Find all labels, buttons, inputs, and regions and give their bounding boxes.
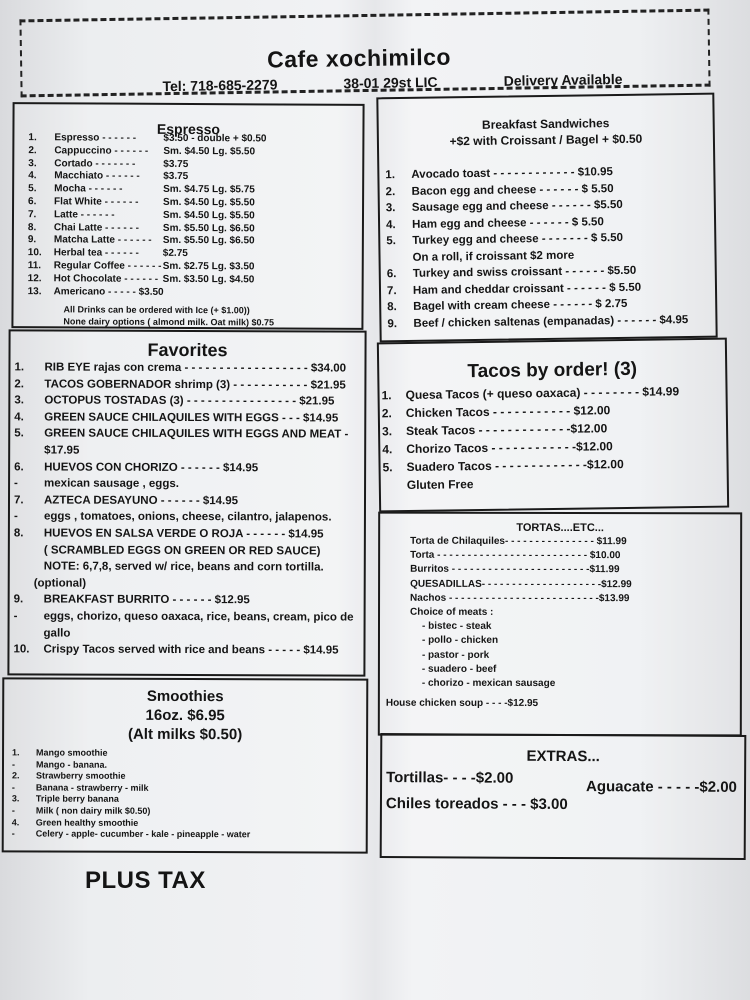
item-text: Cappuccino - - - - - -: [54, 145, 149, 157]
favorites-item: [14, 494, 238, 507]
item-number: 2.: [381, 406, 392, 421]
item-text: Suadero Tacos - - - - - - - - - - - - -$12.00: [406, 457, 624, 475]
item-number: 5.: [382, 460, 393, 475]
item-text: Regular Coffee - - - - - -: [53, 260, 162, 272]
item-text: Quesa Tacos (+ queso oaxaca) - - - - - - - - $14.99: [405, 384, 680, 403]
item-price: Sm. $2.75 Lg. $3.50: [162, 260, 255, 273]
smoothies-price: 16oz. $6.95: [145, 706, 225, 725]
item-number: 8.: [13, 527, 24, 540]
favorites-item: [14, 461, 258, 474]
item-text: Torta - - - - - - - - - - - - - - - - - - - - - - - - - $10.00: [410, 549, 621, 562]
item-number: 7.: [13, 494, 24, 507]
item-text: BREAKFAST BURRITO - - - - - - $12.95: [43, 593, 250, 607]
tacos-section: [377, 338, 729, 513]
item-text: Chai Latte - - - - - -: [53, 221, 139, 234]
item-text: Beef / chicken saltenas (empanadas) - - - - - - $4.95: [413, 313, 689, 330]
breakfast-title: Breakfast Sandwiches: [481, 116, 610, 132]
tortas-item: [422, 621, 492, 632]
item-text: Cortado - - - - - - -: [54, 157, 136, 170]
item-number: 6.: [14, 460, 24, 474]
item-number: 9.: [387, 317, 398, 330]
espresso-note-ice: All Drinks can be ordered with Ice (+ $1.00)): [63, 304, 250, 316]
favorites-item: [14, 527, 324, 540]
item-text: GREEN SAUCE CHILAQUILES WITH EGGS AND MEAT -: [44, 427, 349, 441]
espresso-list: [15, 104, 363, 298]
item-price: Sm. $4.75 Lg. $5.75: [163, 184, 255, 196]
tortas-item: [410, 578, 632, 589]
smoothie-item: [12, 805, 151, 815]
breakfast-item: [387, 314, 688, 330]
smoothie-item: [12, 771, 126, 781]
item-number: 4.: [11, 816, 20, 828]
item-text: - pollo - chicken: [421, 635, 499, 647]
breakfast-item: [387, 298, 627, 313]
item-number: -: [11, 782, 15, 793]
espresso-item: [28, 157, 189, 170]
item-text: Torta de Chilaquiles- - - - - - - - - - - - - - - $11.99: [410, 535, 627, 548]
smoothie-item: [12, 759, 107, 769]
item-text: On a roll, if croissant $2 more: [412, 249, 575, 264]
taco-item: [382, 403, 611, 420]
breakfast-item: [386, 216, 604, 231]
item-text: Avocado toast - - - - - - - - - - - - $10.95: [411, 166, 613, 181]
tortas-item: [410, 536, 627, 547]
espresso-item: [27, 234, 255, 247]
item-text: Flat White - - - - - -: [54, 196, 139, 208]
favorites-item: [14, 378, 345, 391]
smoothie-item: [12, 794, 119, 804]
breakfast-item: [386, 199, 623, 214]
favorites-item: [14, 428, 348, 441]
item-text: Banana - strawberry - milk: [35, 782, 149, 793]
espresso-section: [11, 102, 364, 330]
extras-aguacate: Aguacate - - - - -$2.00: [586, 778, 737, 796]
item-text: AZTECA DESAYUNO - - - - - - $14.95: [43, 494, 239, 507]
breakfast-item: [386, 183, 614, 198]
tortas-item: [422, 649, 489, 660]
smoothie-item: [12, 829, 251, 840]
favorites-item: [14, 544, 321, 557]
item-number: 7.: [27, 208, 37, 221]
tortas-item: [410, 607, 493, 618]
item-number: 4.: [382, 442, 393, 457]
item-text: Chorizo Tacos - - - - - - - - - - - -$12.00: [406, 439, 613, 457]
breakfast-item: [386, 249, 574, 264]
breakfast-item: [387, 265, 637, 280]
espresso-item: [28, 196, 255, 209]
item-text: mexican sausage , eggs.: [44, 477, 179, 491]
item-text: OCTOPUS TOSTADAS (3) - - - - - - - - - - - - - - - - $21.95: [44, 394, 335, 408]
item-number: -: [13, 510, 18, 523]
item-text: RIB EYE rajas con crema - - - - - - - - - - - - - - - - - - $34.00: [44, 361, 347, 375]
favorites-item: [14, 361, 346, 374]
taco-item: [382, 421, 607, 438]
smoothie-item: [12, 782, 149, 792]
item-number: 3.: [381, 424, 393, 439]
favorites-item: [14, 594, 250, 607]
telephone: Tel: 718-685-2279: [162, 76, 278, 95]
item-text: TACOS GOBERNADOR shrimp (3) - - - - - - - - - - - $21.95: [44, 378, 346, 392]
espresso-item: [27, 208, 255, 222]
item-text: ( SCRAMBLED EGGS ON GREEN OR RED SAUCE): [43, 544, 321, 558]
favorites-item: [14, 610, 354, 623]
item-number: 5.: [14, 427, 24, 440]
item-number: 1.: [14, 361, 25, 374]
extras-chiles: Chiles toreados - - - $3.00: [385, 795, 568, 814]
item-number: -: [11, 828, 15, 839]
breakfast-item: [386, 232, 623, 247]
cafe-name: Cafe xochimilco: [266, 43, 452, 73]
smoothies-title: Smoothies: [146, 687, 224, 706]
item-number: 13.: [27, 285, 42, 297]
plus-tax-note: PLUS TAX: [85, 867, 206, 894]
tortas-title: TORTAS....ETC...: [516, 521, 604, 535]
espresso-item: [27, 260, 255, 273]
item-number: 3.: [14, 394, 24, 407]
favorites-item: [14, 478, 179, 491]
item-text: QUESADILLAS- - - - - - - - - - - - - - - - - - - -$12.99: [410, 578, 632, 590]
item-number: -: [14, 477, 18, 490]
item-text: Gluten Free: [406, 477, 474, 493]
espresso-item: [27, 221, 255, 234]
smoothies-section: [2, 677, 369, 853]
item-price: $2.75: [162, 248, 188, 260]
item-number: 7.: [386, 284, 397, 297]
item-number: 4.: [28, 170, 37, 182]
smoothies-alt-milk: (Alt milks $0.50): [127, 725, 243, 744]
taco-item: [382, 457, 623, 474]
item-text: Americano - - - - - $3.50: [53, 285, 164, 298]
favorites-item: [14, 561, 324, 574]
item-number: 8.: [27, 221, 37, 233]
item-text: Burritos - - - - - - - - - - - - - - - - - - - - - - -$11.99: [410, 564, 620, 576]
breakfast-section: [376, 93, 717, 343]
item-text: eggs, chorizo, queso oaxaca, rice, beans, cream, pico de: [43, 610, 354, 624]
house-chicken-soup: House chicken soup - - - -$12.95: [385, 697, 539, 709]
item-text: Turkey egg and cheese - - - - - - - $ 5.50: [412, 231, 624, 247]
favorites-item: [14, 511, 332, 524]
favorites-item: [14, 627, 71, 639]
item-number: 2.: [28, 144, 37, 157]
item-number: 10.: [27, 247, 42, 259]
item-number: 3.: [28, 157, 37, 169]
item-text: Bacon egg and cheese - - - - - - $ 5.50: [411, 182, 614, 198]
item-number: 4.: [14, 411, 24, 424]
item-price: Sm. $5.50 Lg. $6.50: [162, 235, 255, 247]
tortas-item: [410, 550, 620, 561]
item-number: 9.: [27, 234, 37, 246]
item-number: 3.: [385, 202, 396, 215]
item-number: 1.: [381, 388, 392, 403]
item-text: Bagel with cream cheese - - - - - - $ 2.75: [413, 297, 628, 313]
item-text: Mocha - - - - - -: [54, 183, 123, 195]
espresso-item: [27, 272, 255, 286]
taco-item: [382, 439, 613, 456]
item-text: - bistec - steak: [421, 620, 492, 633]
item-price: $3.75: [163, 171, 189, 183]
item-number: 1.: [28, 132, 37, 144]
extras-title: EXTRAS...: [526, 747, 600, 766]
item-text: Matcha Latte - - - - - -: [53, 234, 152, 247]
item-text: GREEN SAUCE CHILAQUILES WITH EGGS - - - $14.95: [44, 411, 339, 425]
item-text: Choice of meats :: [410, 606, 494, 618]
item-text: Chicken Tacos - - - - - - - - - - - $12.00: [405, 403, 611, 421]
item-number: 6.: [386, 268, 397, 281]
espresso-note-dairy: None dairy options ( almond milk. Oat milk) $0.75: [63, 316, 275, 328]
item-text: Triple berry banana: [35, 793, 119, 805]
favorites-item: [14, 411, 338, 424]
item-text: Crispy Tacos served with rice and beans - - - - - $14.95: [43, 643, 339, 657]
item-price: $3.50 - double + $0.50: [163, 132, 267, 145]
item-text: Steak Tacos - - - - - - - - - - - - -$12.00: [405, 421, 608, 439]
item-number: 1.: [12, 747, 20, 758]
item-number: 2.: [385, 185, 396, 198]
tortas-item: [410, 593, 629, 604]
delivery-note: Delivery Available: [503, 70, 623, 89]
item-text: Celery - apple- cucumber - kale - pineapple - water: [35, 828, 251, 840]
item-number: 12.: [27, 272, 42, 285]
item-text: HUEVOS EN SALSA VERDE O ROJA - - - - - - $14.95: [43, 527, 324, 541]
item-text: Sausage egg and cheese - - - - - - $5.50: [411, 198, 623, 214]
item-text: Strawberry smoothie: [35, 770, 126, 781]
header-contact-line: [162, 71, 622, 94]
favorites-item: [14, 444, 79, 456]
item-number: -: [11, 758, 16, 770]
breakfast-item: [385, 166, 613, 181]
espresso-item: [28, 170, 189, 183]
item-number: 5.: [386, 235, 396, 248]
item-price: Sm. $4.50 Lg. $5.50: [163, 196, 255, 209]
espresso-item: [28, 144, 256, 158]
item-text: - pastor - pork: [421, 649, 490, 661]
tortas-section: [378, 512, 742, 737]
item-number: 4.: [386, 218, 396, 231]
favorites-section: [7, 329, 366, 676]
item-text: Turkey and swiss croissant - - - - - - $5.50: [412, 264, 637, 280]
item-number: 1.: [385, 169, 396, 182]
item-text: - chorizo - mexican sausage: [421, 677, 556, 689]
item-number: 10.: [13, 643, 30, 656]
item-number: 3.: [11, 793, 20, 804]
item-text: Hot Chocolate - - - - - -: [53, 273, 159, 285]
item-text: NOTE: 6,7,8, served w/ rice, beans and corn tortilla.: [43, 560, 324, 574]
item-number: 8.: [387, 301, 397, 314]
taco-item: [381, 384, 679, 402]
item-price: Sm. $5.50 Lg. $6.50: [162, 222, 255, 234]
item-text: Milk ( non dairy milk $0.50): [35, 805, 151, 816]
item-text: Latte - - - - - -: [53, 209, 115, 221]
espresso-item: [28, 286, 164, 298]
item-text: (optional): [33, 577, 87, 590]
favorites-title: Favorites: [147, 339, 228, 361]
espresso-item: [28, 183, 255, 196]
espresso-title: Espresso: [156, 120, 221, 138]
favorites-item: [4, 577, 86, 589]
item-text: Ham egg and cheese - - - - - - $ 5.50: [411, 215, 604, 231]
address: 38-01 29st LIC: [343, 73, 438, 92]
favorites-item: [14, 395, 334, 408]
item-text: Ham and cheddar croissant - - - - - - $ 5.50: [412, 281, 642, 297]
item-number: 5.: [28, 183, 37, 195]
item-text: $17.95: [44, 444, 80, 457]
item-text: Mango smoothie: [36, 747, 108, 758]
smoothie-item: [12, 747, 108, 757]
tortas-item: [422, 678, 555, 689]
item-text: gallo: [43, 627, 71, 640]
item-number: 6.: [28, 196, 37, 208]
espresso-item: [27, 247, 188, 260]
item-number: 11.: [27, 260, 42, 272]
item-text: Macchiato - - - - - -: [54, 170, 140, 183]
breakfast-item: [387, 281, 641, 297]
smoothie-item: [12, 817, 139, 827]
item-number: -: [11, 805, 15, 816]
tortas-item: [422, 664, 496, 675]
item-text: Nachos - - - - - - - - - - - - - - - - - - - - - - - - -$13.99: [410, 592, 630, 604]
item-number: 9.: [13, 593, 24, 606]
favorites-item: [13, 644, 338, 657]
breakfast-subtitle: +$2 with Croissant / Bagel + $0.50: [449, 131, 643, 149]
item-number: 2.: [11, 770, 20, 781]
item-text: HUEVOS CON CHORIZO - - - - - - $14.95: [44, 461, 259, 474]
tortas-item: [410, 564, 619, 575]
item-text: - suadero - beef: [421, 663, 497, 675]
item-number: -: [13, 610, 18, 623]
item-text: Green healthy smoothie: [35, 817, 139, 828]
extras-tortillas: Tortillas- - - -$2.00: [386, 769, 514, 787]
item-text: Espresso - - - - - -: [54, 132, 137, 144]
item-text: eggs , tomatoes, onions, cheese, cilantro, jalapenos.: [43, 510, 332, 524]
menu-header: [19, 9, 710, 98]
extras-section: [380, 733, 747, 860]
item-price: Sm. $3.50 Lg. $4.50: [162, 273, 255, 286]
item-price: Sm. $4.50 Lg. $5.50: [163, 145, 256, 158]
item-price: $3.75: [163, 158, 189, 170]
taco-item: [383, 477, 474, 492]
item-text: Herbal tea - - - - - -: [53, 247, 139, 259]
item-price: Sm. $4.50 Lg. $5.50: [162, 209, 255, 222]
espresso-item: [28, 132, 267, 145]
tortas-item: [422, 635, 498, 646]
item-number: 2.: [14, 377, 25, 391]
tacos-title: Tacos by order! (3): [467, 358, 638, 383]
item-text: Mango - banana.: [35, 759, 108, 770]
